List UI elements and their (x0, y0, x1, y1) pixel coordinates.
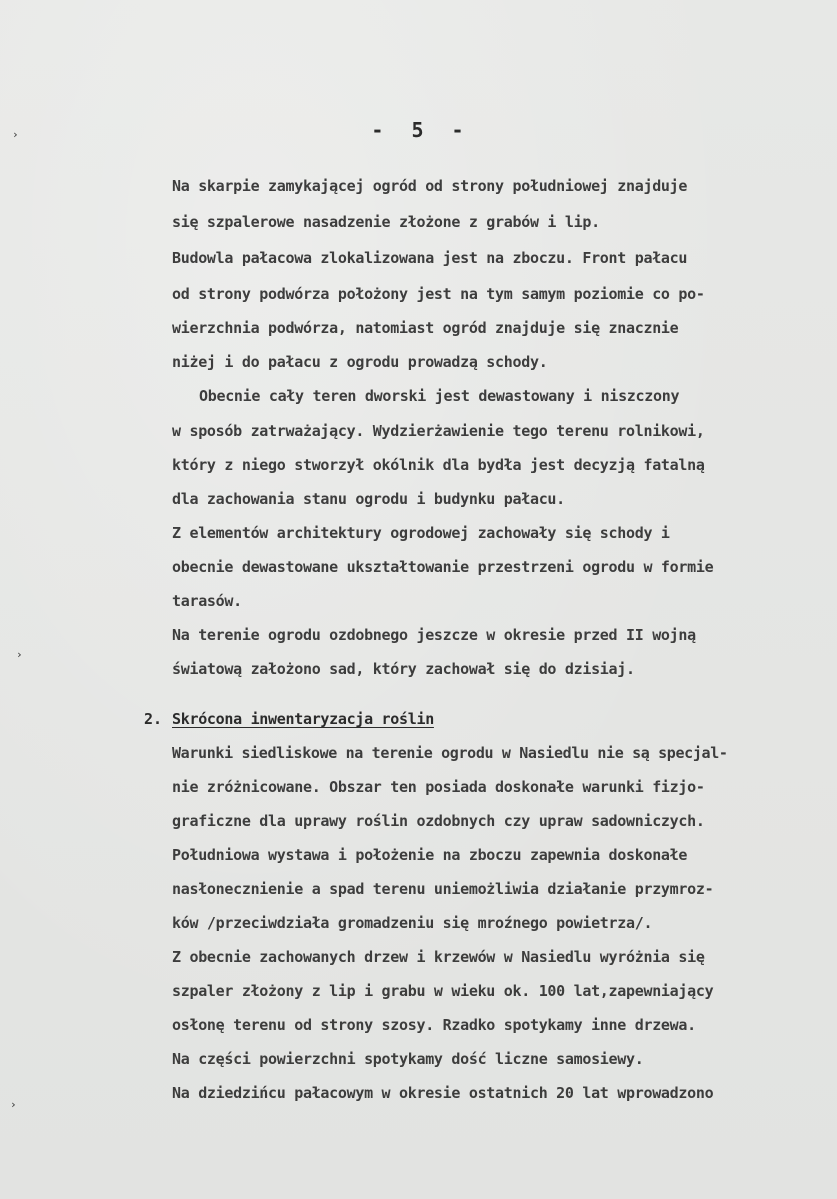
text-line: Obecnie cały teren dworski jest dewastowany i niszczony (199, 387, 680, 405)
text-line: dla zachowania stanu ogrodu i budynku pałacu. (172, 490, 565, 508)
text-line: tarasów. (172, 592, 242, 610)
text-line: od strony podwórza położony jest na tym samym poziomie co po- (172, 285, 705, 303)
text-line: Na skarpie zamykającej ogród od strony południowej znajduje (172, 177, 688, 195)
page-number: - 5 - (371, 118, 472, 142)
margin-mark: › (10, 1098, 17, 1111)
text-line: Na części powierzchni spotykamy dość liczne samosiewy. (172, 1050, 644, 1068)
text-line: nie zróżnicowane. Obszar ten posiada doskonałe warunki fizjo- (172, 778, 705, 796)
text-line: Południowa wystawa i położenie na zboczu zapewnia doskonałe (172, 846, 688, 864)
text-line: ków /przeciwdziała gromadzeniu się mroźnego powietrza/. (172, 914, 653, 932)
text-line: się szpalerowe nasadzenie złożone z grabów i lip. (172, 213, 600, 231)
margin-mark: › (12, 128, 19, 141)
text-line: niżej i do pałacu z ogrodu prowadzą schody. (172, 353, 548, 371)
text-line: Budowla pałacowa zlokalizowana jest na zboczu. Front pałacu (172, 249, 688, 267)
text-line: światową założono sad, który zachował się do dzisiaj. (172, 660, 635, 678)
text-line: który z niego stworzył okólnik dla bydła jest decyzją fatalną (172, 456, 705, 474)
text-line: Z elementów architektury ogrodowej zachowały się schody i (172, 524, 670, 542)
text-line: wierzchnia podwórza, natomiast ogród znajduje się znacznie (172, 319, 679, 337)
margin-mark: › (16, 648, 23, 661)
section-number: 2. (144, 710, 163, 728)
text-line: Na dziedzińcu pałacowym w okresie ostatnich 20 lat wprowadzono (172, 1084, 714, 1102)
text-line: szpaler złożony z lip i grabu w wieku ok. 100 lat,zapewniający (172, 982, 714, 1000)
text-line: Z obecnie zachowanych drzew i krzewów w Nasiedlu wyróżnia się (172, 948, 705, 966)
text-line: osłonę terenu od strony szosy. Rzadko spotykamy inne drzewa. (172, 1016, 696, 1034)
text-line: graficzne dla uprawy roślin ozdobnych czy upraw sadowniczych. (172, 812, 705, 830)
text-line: nasłonecznienie a spad terenu uniemożliwia działanie przymroz- (172, 880, 714, 898)
text-line: Na terenie ogrodu ozdobnego jeszcze w okresie przed II wojną (172, 626, 696, 644)
text-line: Warunki siedliskowe na terenie ogrodu w Nasiedlu nie są specjal- (172, 744, 728, 762)
text-line: obecnie dewastowane ukształtowanie przestrzeni ogrodu w formie (172, 558, 714, 576)
section-title: Skrócona inwentaryzacja roślin (172, 710, 434, 728)
text-line: w sposób zatrważający. Wydzierżawienie tego terenu rolnikowi, (172, 422, 705, 440)
